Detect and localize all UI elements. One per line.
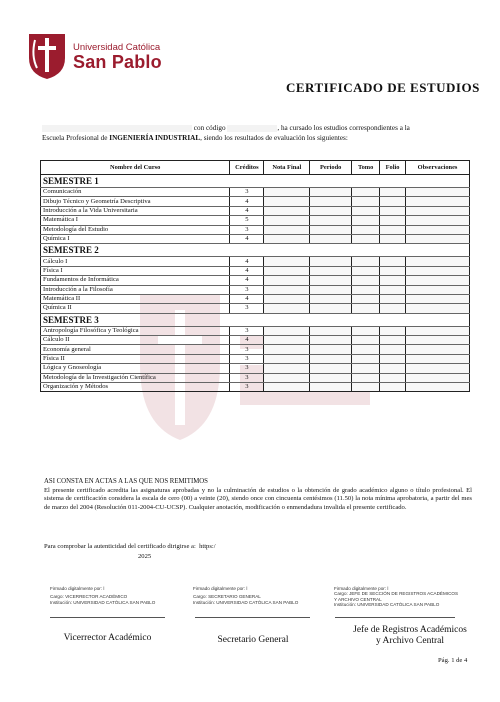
sig3-role: Jefe de Registros Académicos y Archivo Central xyxy=(353,625,467,646)
observations-cell xyxy=(406,257,470,266)
period-cell xyxy=(310,266,352,275)
tomo-cell xyxy=(352,257,380,266)
table-row xyxy=(41,276,470,285)
course-credits: 4 xyxy=(230,294,264,303)
course-name: Cálculo II xyxy=(41,336,230,345)
grade-cell xyxy=(264,354,310,363)
folio-cell xyxy=(380,197,406,206)
tomo-cell xyxy=(352,234,380,243)
course-name: Lógica y Gnoseología xyxy=(41,364,230,373)
header-final-grade: Nota Final xyxy=(264,161,310,175)
folio-cell xyxy=(380,225,406,234)
observations-cell xyxy=(406,336,470,345)
course-credits: 4 xyxy=(230,336,264,345)
table-row xyxy=(41,285,470,294)
period-cell xyxy=(310,345,352,354)
folio-cell xyxy=(380,257,406,266)
course-name: Introducción a la Filosofía xyxy=(41,285,230,294)
period-cell xyxy=(310,197,352,206)
header-credits: Créditos xyxy=(230,161,264,175)
legal-text: El presente certificado acredita las asignaturas aprobadas y no la culminación de estudios o la obtención de grado académico alguno o título profesional. El sistema de certificación considera la escala de cero (00) a veinte (20), siendo once con cincuenta centésimos (11.50) la nota mínima aprobatoria, a partir del mes de marzo del 2004 (Resolución 011-2004-CU-UCSP). Cualquier anotación, modificación o enmendadura invalida el presente certificado. xyxy=(44,487,472,511)
verify-line xyxy=(44,543,216,550)
course-credits: 4 xyxy=(230,276,264,285)
tomo-cell xyxy=(352,336,380,345)
course-name: Fundamentos de Informática xyxy=(41,276,230,285)
course-credits: 3 xyxy=(230,285,264,294)
sig1-role: Vicerrector Académico xyxy=(63,633,152,643)
observations-cell xyxy=(406,354,470,363)
grade-cell xyxy=(264,383,310,392)
observations-cell xyxy=(406,345,470,354)
course-credits: 3 xyxy=(230,188,264,197)
header-period: Periodo xyxy=(310,161,352,175)
period-cell xyxy=(310,234,352,243)
period-cell xyxy=(310,373,352,382)
document-title: CERTIFICADO DE ESTUDIOS xyxy=(286,80,480,95)
header-tomo: Tomo xyxy=(352,161,380,175)
table-row xyxy=(41,326,470,335)
table-row xyxy=(41,257,470,266)
course-credits: 4 xyxy=(230,266,264,275)
career-name: INGENIERÍA INDUSTRIAL xyxy=(109,133,201,142)
grade-cell xyxy=(264,345,310,354)
sig1-digital: Firmado digitalmente por: l xyxy=(50,586,105,591)
observations-cell xyxy=(406,383,470,392)
folio-cell xyxy=(380,326,406,335)
period-cell xyxy=(310,225,352,234)
observations-cell xyxy=(406,326,470,335)
sig2-line xyxy=(195,617,310,618)
course-name: Economía general xyxy=(41,345,230,354)
course-credits: 3 xyxy=(230,383,264,392)
tomo-cell xyxy=(352,276,380,285)
sig2-digital: Firmado digitalmente por: l xyxy=(193,586,248,591)
tomo-cell xyxy=(352,216,380,225)
period-cell xyxy=(310,336,352,345)
grade-cell xyxy=(264,225,310,234)
course-credits: 3 xyxy=(230,326,264,335)
grade-cell xyxy=(264,216,310,225)
grades-table xyxy=(40,160,470,392)
tomo-cell xyxy=(352,266,380,275)
course-credits: 3 xyxy=(230,225,264,234)
grade-cell xyxy=(264,197,310,206)
sig2-institution: Institución: UNIVERSIDAD CATÓLICA SAN PABLO xyxy=(193,599,299,605)
table-row xyxy=(41,383,470,392)
course-name: Química I xyxy=(41,234,230,243)
tomo-cell xyxy=(352,345,380,354)
course-name: Organización y Métodos xyxy=(41,383,230,392)
grade-cell xyxy=(264,373,310,382)
folio-cell xyxy=(380,266,406,275)
folio-cell xyxy=(380,354,406,363)
table-row xyxy=(41,216,470,225)
folio-cell xyxy=(380,364,406,373)
course-credits: 3 xyxy=(230,364,264,373)
semester-row xyxy=(41,313,470,326)
sig3-digital: Firmado digitalmente por: l xyxy=(334,586,389,591)
tomo-cell xyxy=(352,294,380,303)
tomo-cell xyxy=(352,197,380,206)
folio-cell xyxy=(380,304,406,313)
sig2-cargo: Cargo: SECRETARIO GENERAL xyxy=(193,594,261,600)
folio-cell xyxy=(380,276,406,285)
table-row xyxy=(41,188,470,197)
course-name: Dibujo Técnico y Geometría Descriptiva xyxy=(41,197,230,206)
course-name: Química II xyxy=(41,304,230,313)
course-name: Metodología de la Investigación Científica xyxy=(41,373,230,382)
sig3-line xyxy=(335,617,455,618)
intro-line2-suffix: , siendo los resultados de evaluación los siguientes: xyxy=(200,133,348,142)
observations-cell xyxy=(406,234,470,243)
grade-cell xyxy=(264,285,310,294)
intro-line2-prefix: Escuela Profesional de xyxy=(42,133,110,142)
folio-cell xyxy=(380,294,406,303)
period-cell xyxy=(310,206,352,215)
observations-cell xyxy=(406,285,470,294)
period-cell xyxy=(310,354,352,363)
course-name: Matemática II xyxy=(41,294,230,303)
period-cell xyxy=(310,326,352,335)
verify-text: Para comprobar la autenticidad del certificado dirigirse a: xyxy=(44,543,196,550)
observations-cell xyxy=(406,304,470,313)
course-credits: 3 xyxy=(230,354,264,363)
table-row xyxy=(41,373,470,382)
redacted-code xyxy=(227,125,277,132)
course-credits: 3 xyxy=(230,373,264,382)
sig1-line xyxy=(50,617,165,618)
folio-cell xyxy=(380,206,406,215)
course-name: Metodología del Estudio xyxy=(41,225,230,234)
asi-consta-text: ASI CONSTA EN ACTAS A LAS QUE NOS REMITIMOS xyxy=(44,478,208,485)
course-name: Matemática I xyxy=(41,216,230,225)
folio-cell xyxy=(380,285,406,294)
sig1-institution: Institución: UNIVERSIDAD CATÓLICA SAN PABLO xyxy=(50,599,156,605)
tomo-cell xyxy=(352,383,380,392)
grade-cell xyxy=(264,326,310,335)
sig2-role: Secretario General xyxy=(217,635,289,645)
period-cell xyxy=(310,276,352,285)
course-name: Física II xyxy=(41,354,230,363)
course-name: Introducción a la Vida Universitaria xyxy=(41,206,230,215)
observations-cell xyxy=(406,225,470,234)
table-row xyxy=(41,336,470,345)
header-observations: Observaciones xyxy=(406,161,470,175)
period-cell xyxy=(310,364,352,373)
grade-cell xyxy=(264,336,310,345)
observations-cell xyxy=(406,266,470,275)
header-folio: Folio xyxy=(380,161,406,175)
table-row xyxy=(41,234,470,243)
table-header-row xyxy=(41,161,470,175)
tomo-cell xyxy=(352,364,380,373)
folio-cell xyxy=(380,216,406,225)
signature-block-1 xyxy=(50,586,165,605)
signature-block-2 xyxy=(193,586,313,605)
observations-cell xyxy=(406,364,470,373)
tomo-cell xyxy=(352,373,380,382)
grade-cell xyxy=(264,276,310,285)
period-cell xyxy=(310,304,352,313)
shield-icon xyxy=(27,30,67,80)
tomo-cell xyxy=(352,225,380,234)
grade-cell xyxy=(264,294,310,303)
table-row xyxy=(41,225,470,234)
course-name: Comunicación xyxy=(41,188,230,197)
course-credits: 4 xyxy=(230,206,264,215)
folio-cell xyxy=(380,383,406,392)
observations-cell xyxy=(406,373,470,382)
page-number: Pág. 1 de 4 xyxy=(438,657,468,664)
sig3-institution: Institución: UNIVERSIDAD CATÓLICA SAN PABLO xyxy=(334,602,440,608)
folio-cell xyxy=(380,188,406,197)
semester-label: SEMESTRE 2 xyxy=(41,244,470,257)
grade-cell xyxy=(264,266,310,275)
period-cell xyxy=(310,285,352,294)
observations-cell xyxy=(406,188,470,197)
signature-block-3 xyxy=(334,586,459,608)
tomo-cell xyxy=(352,188,380,197)
grade-cell xyxy=(264,304,310,313)
folio-cell xyxy=(380,234,406,243)
university-name: San Pablo xyxy=(73,52,162,72)
folio-cell xyxy=(380,373,406,382)
tomo-cell xyxy=(352,326,380,335)
period-cell xyxy=(310,188,352,197)
table-row xyxy=(41,354,470,363)
course-name: Cálculo I xyxy=(41,257,230,266)
observations-cell xyxy=(406,294,470,303)
period-cell xyxy=(310,216,352,225)
sig3-cargo: Cargo: JEFE DE SECCIÓN DE REGISTROS ACADÉMICOS Y ARCHIVO CENTRAL xyxy=(334,591,459,602)
semester-row xyxy=(41,175,470,188)
course-credits: 5 xyxy=(230,216,264,225)
folio-cell xyxy=(380,336,406,345)
table-row xyxy=(41,345,470,354)
period-cell xyxy=(310,294,352,303)
folio-cell xyxy=(380,345,406,354)
period-cell xyxy=(310,257,352,266)
observations-cell xyxy=(406,197,470,206)
redacted-name xyxy=(42,125,192,132)
header-course: Nombre del Curso xyxy=(41,161,230,175)
observations-cell xyxy=(406,276,470,285)
course-name: Antropología Filosófica y Teológica xyxy=(41,326,230,335)
semester-label: SEMESTRE 1 xyxy=(41,175,470,188)
course-credits: 4 xyxy=(230,257,264,266)
university-line: Universidad Católica xyxy=(73,42,161,53)
grade-cell xyxy=(264,188,310,197)
year-text: 2025 xyxy=(138,553,152,560)
tomo-cell xyxy=(352,206,380,215)
intro-part2: , ha cursado los estudios correspondientes a la xyxy=(277,124,410,132)
tomo-cell xyxy=(352,285,380,294)
grade-cell xyxy=(264,206,310,215)
grade-cell xyxy=(264,234,310,243)
course-credits: 3 xyxy=(230,345,264,354)
table-row xyxy=(41,294,470,303)
university-logo xyxy=(27,30,197,86)
grade-cell xyxy=(264,257,310,266)
semester-row xyxy=(41,244,470,257)
grade-cell xyxy=(264,364,310,373)
observations-cell xyxy=(406,206,470,215)
tomo-cell xyxy=(352,304,380,313)
course-credits: 4 xyxy=(230,234,264,243)
course-credits: 4 xyxy=(230,197,264,206)
table-row xyxy=(41,197,470,206)
intro-paragraph xyxy=(42,124,470,143)
sig1-cargo: Cargo: VICERRECTOR ACADÉMICO xyxy=(50,594,128,600)
observations-cell xyxy=(406,216,470,225)
table-row xyxy=(41,304,470,313)
table-row xyxy=(41,266,470,275)
verify-url[interactable]: https:/ xyxy=(199,543,216,550)
period-cell xyxy=(310,383,352,392)
table-row xyxy=(41,206,470,215)
tomo-cell xyxy=(352,354,380,363)
semester-label: SEMESTRE 3 xyxy=(41,313,470,326)
table-row xyxy=(41,364,470,373)
course-name: Física I xyxy=(41,266,230,275)
intro-part1: con código xyxy=(193,124,226,132)
course-credits: 3 xyxy=(230,304,264,313)
